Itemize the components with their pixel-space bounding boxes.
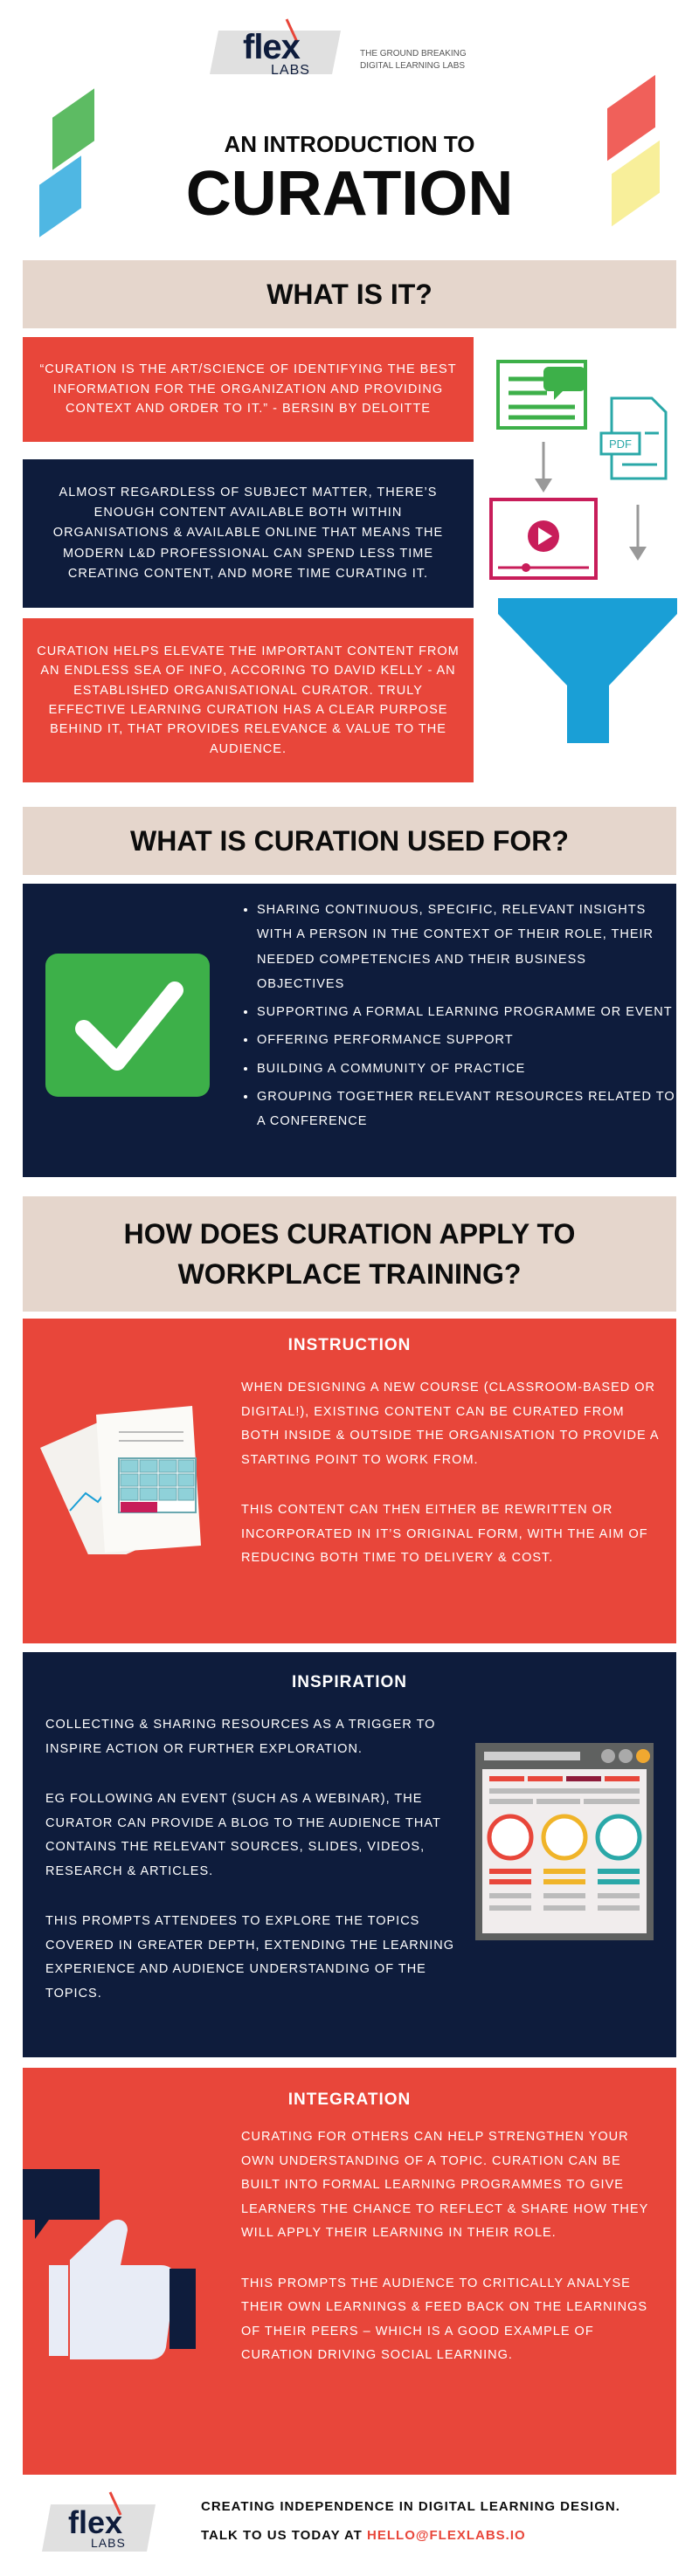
list-item: • SUPPORTING A FORMAL LEARNING PROGRAMME OR EVENT (257, 1000, 676, 1024)
instruction-paragraph: THIS CONTENT CAN THEN EITHER BE REWRITTEN OR INCORPORATED IN IT’S ORIGINAL FORM, WITH THE AIM OF REDUCING BOTH TIME TO DELIVERY & COST. (241, 1503, 648, 1566)
footer-contact-prefix: TALK TO US TODAY AT (201, 2528, 368, 2543)
logo-word: flex (243, 28, 300, 66)
logo-tagline-1: THE GROUND BREAKING (360, 49, 467, 59)
list-item: • GROUPING TOGETHER RELEVANT RESOURCES RELATED TO A CONFERENCE (257, 1085, 676, 1134)
checkmark-card (45, 954, 210, 1097)
workplace-heading-1: HOW DOES CURATION APPLY TO (123, 1218, 576, 1250)
footer-logo[interactable] (42, 2489, 164, 2559)
quote-text: “CURATION IS THE ART/SCIENCE OF IDENTIFYING THE BEST INFORMATION FOR THE ORGANIZATION AND PROVIDING CONTEXT AND ORDER TO IT.” - BERSIN BY DELOITTE (39, 362, 457, 417)
logo-sub: LABS (271, 63, 310, 78)
what-is-it-heading: WHAT IS IT? (266, 279, 433, 310)
integration-paragraph: CURATING FOR OTHERS CAN HELP STRENGTHEN YOUR OWN UNDERSTANDING OF A TOPIC. CURATION CAN BE BUILT INTO FORMAL LEARNING PROGRAMMES TO GIVE LEARNERS THE CHANCE TO REFLECT & SHARE HOW THEY WILL APPLY THEIR LEARNING IN THEIR ROLE. (241, 2130, 648, 2241)
down-arrow-icon (629, 505, 647, 561)
instruction-text (241, 1376, 659, 1571)
checkmark-icon (45, 954, 210, 1097)
logo-tagline-2: DIGITAL LEARNING LABS (360, 61, 466, 71)
svg-text:PDF: PDF (609, 437, 632, 451)
thumbs-up-chat-icon (23, 2164, 197, 2365)
instruction-section (23, 1319, 676, 1643)
funnel-icon (498, 598, 677, 743)
footer-logo-sub: LABS (91, 2536, 126, 2550)
elevate-box (23, 618, 474, 782)
integration-paragraph: THIS PROMPTS THE AUDIENCE TO CRITICALLY ANALYSE THEIR OWN LEARNINGS & FEED BACK ON THE LEARNINGS OF THEIR PEERS – WHICH IS A GOOD EXAMPLE OF CURATION DRIVING SOCIAL LEARNING. (241, 2276, 648, 2363)
inspiration-section (23, 1652, 676, 2057)
video-player-icon (491, 499, 596, 578)
browser-window-icon (475, 1743, 654, 1940)
what-is-it-banner (23, 260, 676, 328)
used-for-banner (23, 807, 676, 875)
footer-line-2 (201, 2528, 526, 2543)
used-for-box (23, 884, 676, 1177)
list-item: • OFFERING PERFORMANCE SUPPORT (257, 1028, 676, 1052)
footer-logo-word: flex (68, 2504, 123, 2540)
used-for-heading: WHAT IS CURATION USED FOR? (130, 825, 569, 857)
inspiration-text (45, 1713, 477, 2006)
inspiration-title: INSPIRATION (291, 1673, 408, 1691)
curation-funnel-illustration (489, 349, 682, 751)
integration-text (241, 2125, 659, 2368)
list-item: • BUILDING A COMMUNITY OF PRACTICE (257, 1057, 676, 1081)
inspiration-paragraph: EG FOLLOWING AN EVENT (SUCH AS A WEBINAR), THE CURATOR CAN PROVIDE A BLOG TO THE AUDIENCE THAT CONTAINS THE RELEVANT SOURCES, SLIDES, VIDEOS, RESEARCH & ARTICLES. (45, 1792, 441, 1878)
content-text: ALMOST REGARDLESS OF SUBJECT MATTER, THERE’S ENOUGH CONTENT AVAILABLE BOTH WITHIN ORGANISATIONS & AVAILABLE ONLINE THAT MEANS THE MODERN L&D PROFESSIONAL CAN SPEND LESS TIME CREATING CONTENT, AND MORE TIME CURATING IT. (52, 486, 444, 581)
instruction-title: INSTRUCTION (287, 1336, 412, 1354)
inspiration-paragraph: THIS PROMPTS ATTENDEES TO EXPLORE THE TOPICS COVERED IN GREATER DEPTH, EXTENDING THE LEARNING EXPERIENCE AND AUDIENCE UNDERSTANDING OF THE TOPICS. (45, 1914, 455, 2001)
main-title: CURATION (185, 159, 514, 229)
used-for-list (239, 898, 676, 1137)
integration-section (23, 2068, 676, 2475)
document-chat-icon (498, 362, 585, 428)
content-box (23, 459, 474, 608)
elevate-text-1: CURATION HELPS ELEVATE THE IMPORTANT CONTENT FROM AN ENDLESS SEA OF INFO, ACCORING TO DAVID KELLY - AN ESTABLISHED ORGANISATIONAL CURATOR. TRULY (37, 644, 460, 698)
inspiration-paragraph: COLLECTING & SHARING RESOURCES AS A TRIGGER TO INSPIRE ACTION OR FURTHER EXPLORATION. (45, 1718, 436, 1756)
instruction-paragraph: WHEN DESIGNING A NEW COURSE (CLASSROOM-BASED OR DIGITAL!), EXISTING CONTENT CAN BE CURATED FROM BOTH INSIDE & OUTSIDE THE ORGANISATION TO PROVIDE A STARTING POINT TO WORK FROM. (241, 1381, 659, 1467)
footer-email-link[interactable]: HELLO@FLEXLABS.IO (367, 2528, 526, 2543)
workplace-heading-2: WORKPLACE TRAINING? (177, 1258, 522, 1290)
footer-line-1: CREATING INDEPENDENCE IN DIGITAL LEARNING DESIGN. (201, 2499, 620, 2514)
pdf-document-icon (601, 398, 666, 479)
quote-box (23, 337, 474, 442)
elevate-text-2: EFFECTIVE LEARNING CURATION HAS A CLEAR PURPOSE BEHIND IT, THAT PROVIDES RELEVANCE & VALUE TO THE AUDIENCE. (48, 703, 448, 756)
down-arrow-icon (535, 442, 552, 492)
spreadsheet-documents-icon (35, 1397, 227, 1554)
logo[interactable] (210, 17, 489, 79)
integration-title: INTEGRATION (287, 2090, 412, 2109)
workplace-banner (23, 1196, 676, 1312)
intro-heading: AN INTRODUCTION TO (224, 131, 475, 157)
list-item: • SHARING CONTINUOUS, SPECIFIC, RELEVANT INSIGHTS WITH A PERSON IN THE CONTEXT OF THEIR ROLE, THEIR NEEDED COMPETENCIES AND THEIR BUSINESS OBJECTIVES (257, 898, 676, 996)
